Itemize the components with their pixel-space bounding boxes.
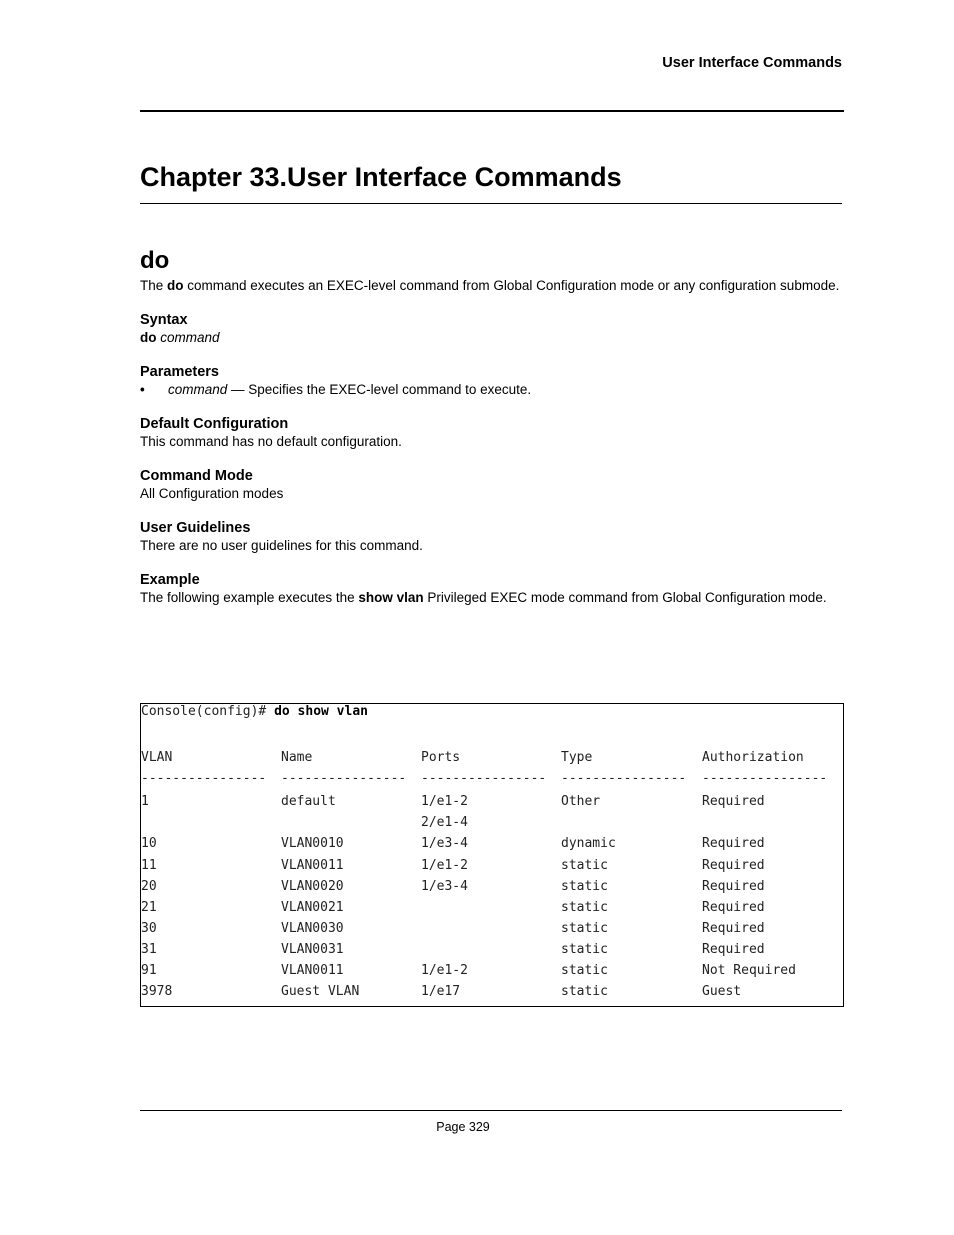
syntax-line: do command [140,330,220,345]
table-cell-authorization: Required [702,900,765,915]
table-cell-name: VLAN0020 [281,879,344,894]
column-header-name: Name [281,750,313,765]
table-cell-type: static [561,921,608,936]
table-cell-type: static [561,963,608,978]
table-cell-type: static [561,858,608,873]
table-cell-vlan: 10 [141,836,157,851]
table-cell-name: VLAN0031 [281,942,344,957]
table-cell-vlan: 3978 [141,984,173,999]
column-separator: ---------------- [561,771,687,786]
table-cell-ports: 1/e17 [421,984,461,999]
bullet: • [140,382,145,397]
table-cell-vlan: 1 [141,794,149,809]
table-cell-ports: 1/e3-4 [421,879,468,894]
column-header-type: Type [561,750,593,765]
command-mode-text: All Configuration modes [140,486,284,501]
table-cell-ports: 1/e1-2 [421,963,468,978]
table-cell-type: static [561,900,608,915]
parameter-item: • command — Specifies the EXEC-level command to execute. [140,382,532,397]
command-title: do [140,247,170,274]
table-cell-type: Other [561,794,601,809]
table-cell-type: static [561,984,608,999]
table-cell-vlan: 30 [141,921,157,936]
column-header-vlan: VLAN [141,750,173,765]
table-cell-type: static [561,879,608,894]
table-cell-vlan: 31 [141,942,157,957]
table-cell-name: VLAN0010 [281,836,344,851]
column-header-authorization: Authorization [702,750,804,765]
table-cell-name: VLAN0021 [281,900,344,915]
table-cell-name: Guest VLAN [281,984,360,999]
table-cell-type: dynamic [561,836,616,851]
table-cell-authorization: Required [702,836,765,851]
parameters-heading: Parameters [140,364,219,380]
table-cell-ports: 1/e1-2 [421,794,468,809]
default-config-text: This command has no default configuration. [140,434,402,449]
table-cell-authorization: Guest [702,984,742,999]
table-cell-name: VLAN0030 [281,921,344,936]
document-page [140,0,844,1235]
table-cell-name: VLAN0011 [281,858,344,873]
table-cell-ports: 1/e1-2 [421,858,468,873]
table-cell-name: VLAN0011 [281,963,344,978]
footer-rule [140,1110,842,1111]
chapter-rule [140,203,842,204]
example-code-block [140,703,844,1007]
table-cell-vlan: 91 [141,963,157,978]
table-cell-authorization: Required [702,921,765,936]
command-section [140,245,844,606]
table-cell-name: default [281,794,336,809]
table-cell-ports: 1/e3-4 [421,836,468,851]
table-cell-vlan: 11 [141,858,157,873]
chapter-title: Chapter 33.User Interface Commands [140,162,622,192]
column-header-ports: Ports [421,750,461,765]
header-rule [140,110,844,112]
table-cell-type: static [561,942,608,957]
example-heading: Example [140,572,200,588]
column-separator: ---------------- [141,771,267,786]
table-cell-authorization: Not Required [702,963,796,978]
table-cell-vlan: 21 [141,900,157,915]
command-description: The do command executes an EXEC-level command from Global Configuration mode or any configuration submode. [140,278,840,293]
default-config-heading: Default Configuration [140,416,289,432]
table-cell-authorization: Required [702,879,765,894]
syntax-heading: Syntax [140,312,188,328]
column-separator: ---------------- [281,771,407,786]
table-cell-vlan: 20 [141,879,157,894]
table-cell-authorization: Required [702,794,765,809]
page-number: Page 329 [436,1120,490,1134]
command-mode-heading: Command Mode [140,468,253,484]
running-header: User Interface Commands [662,55,842,71]
table-cell-ports: 2/e1-4 [421,815,468,830]
user-guidelines-text: There are no user guidelines for this command. [140,538,423,553]
example-description: The following example executes the show vlan Privileged EXEC mode command from Global Configuration mode. [140,590,827,605]
user-guidelines-heading: User Guidelines [140,520,251,536]
column-separator: ---------------- [421,771,547,786]
table-cell-authorization: Required [702,942,765,957]
console-command-line: Console(config)# do show vlan [141,704,368,719]
column-separator: ---------------- [702,771,828,786]
table-cell-authorization: Required [702,858,765,873]
